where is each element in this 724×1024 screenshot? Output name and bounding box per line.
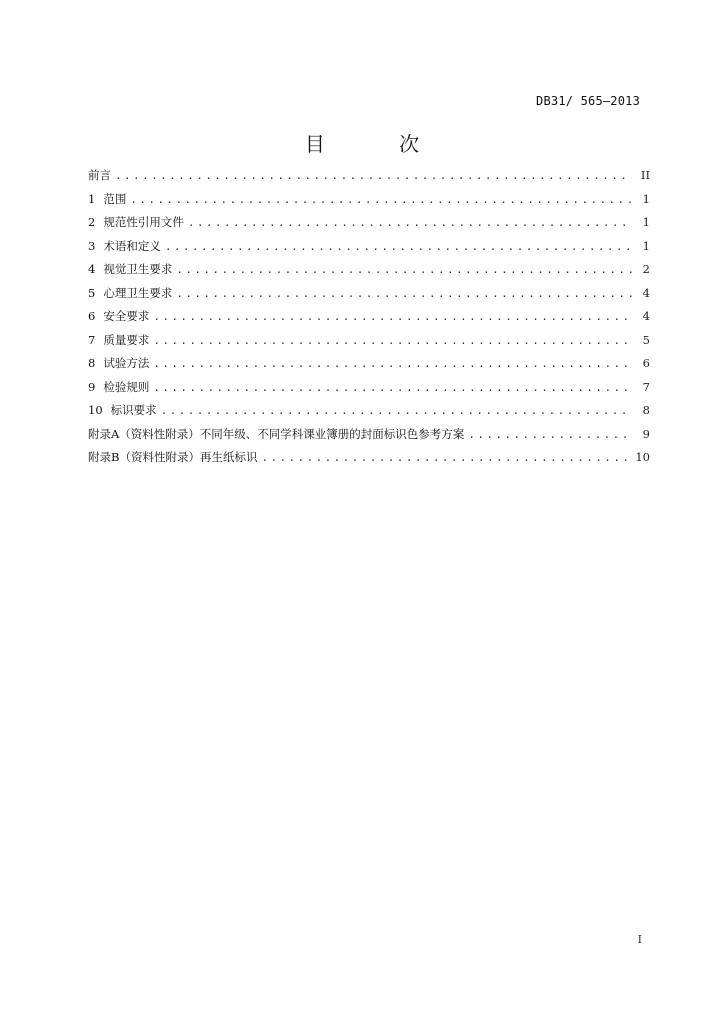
toc-entry-4[interactable] xyxy=(88,258,650,282)
toc-entry-page: 4 xyxy=(642,309,650,323)
table-of-contents xyxy=(88,164,650,470)
toc-entry-page: 4 xyxy=(642,285,650,300)
toc-entry-10[interactable] xyxy=(88,399,650,423)
toc-entry-9[interactable] xyxy=(88,376,650,400)
toc-entry-label: 附录B（资料性附录）再生纸标识 xyxy=(88,450,258,464)
toc-entry-number: 4 xyxy=(88,262,96,276)
toc-dot-leader xyxy=(153,376,632,400)
toc-dot-leader xyxy=(176,258,632,282)
document-code: DB31/ 565—2013 xyxy=(536,94,640,108)
toc-entry-page: 10 xyxy=(635,450,650,464)
page-title: 目 次 xyxy=(304,132,454,156)
toc-entry-page: 6 xyxy=(642,356,650,370)
toc-entry-page: 1 xyxy=(642,238,650,253)
toc-dot-leader xyxy=(153,352,632,376)
toc-entry-number: 3 xyxy=(88,238,96,253)
toc-dot-leader xyxy=(153,329,632,353)
toc-dot-leader xyxy=(188,211,632,235)
toc-dot-leader xyxy=(161,399,632,423)
toc-dot-leader xyxy=(165,235,632,259)
toc-entry-number: 5 xyxy=(88,285,96,300)
toc-entry-label: 附录A（资料性附录）不同年级、不同学科课业簿册的封面标识色参考方案 xyxy=(88,426,465,441)
toc-entry-label: 视觉卫生要求 xyxy=(103,262,173,276)
page-number: I xyxy=(637,933,642,946)
toc-entry-label: 安全要求 xyxy=(103,309,150,323)
toc-dot-leader xyxy=(176,282,632,306)
toc-entry-page: 5 xyxy=(642,332,650,347)
toc-entry-label: 试验方法 xyxy=(103,356,150,370)
toc-entry-number: 7 xyxy=(88,332,96,347)
toc-entry-page: 2 xyxy=(642,262,650,276)
toc-entry-label: 标识要求 xyxy=(110,403,157,417)
toc-entry-6[interactable] xyxy=(88,305,650,329)
toc-entry-number: 1 xyxy=(88,191,96,206)
toc-entry-page: II xyxy=(640,168,650,182)
toc-entry-number: 6 xyxy=(88,309,96,323)
toc-entry-label: 心理卫生要求 xyxy=(103,285,173,300)
toc-entry-label: 前言 xyxy=(88,168,111,182)
toc-entry-appendix-a[interactable] xyxy=(88,423,650,447)
toc-entry-number: 8 xyxy=(88,356,96,370)
toc-entry-page: 1 xyxy=(642,191,650,206)
toc-entry-label: 质量要求 xyxy=(103,332,150,347)
toc-entry-number: 2 xyxy=(88,215,96,229)
toc-entry-label: 范围 xyxy=(103,191,127,206)
toc-dot-leader xyxy=(115,164,632,188)
toc-entry-3[interactable] xyxy=(88,235,650,259)
toc-entry-label: 规范性引用文件 xyxy=(103,215,184,229)
toc-entry-label: 检验规则 xyxy=(103,379,150,394)
toc-entry-2[interactable] xyxy=(88,211,650,235)
toc-dot-leader xyxy=(261,446,631,470)
toc-entry-8[interactable] xyxy=(88,352,650,376)
toc-entry-1[interactable] xyxy=(88,188,650,212)
toc-entry-number: 10 xyxy=(88,403,103,417)
toc-entry-page: 1 xyxy=(642,215,650,229)
toc-entry-page: 7 xyxy=(642,379,650,394)
toc-entry-number: 9 xyxy=(88,379,96,394)
toc-entry-page: 8 xyxy=(642,403,650,417)
toc-dot-leader xyxy=(468,423,632,447)
toc-entry-foreword[interactable] xyxy=(88,164,650,188)
toc-entry-appendix-b[interactable] xyxy=(88,446,650,470)
toc-entry-5[interactable] xyxy=(88,282,650,306)
toc-dot-leader xyxy=(130,188,632,212)
toc-entry-label: 术语和定义 xyxy=(103,238,161,253)
toc-entry-7[interactable] xyxy=(88,329,650,353)
toc-entry-page: 9 xyxy=(642,426,650,441)
toc-dot-leader xyxy=(153,305,632,329)
